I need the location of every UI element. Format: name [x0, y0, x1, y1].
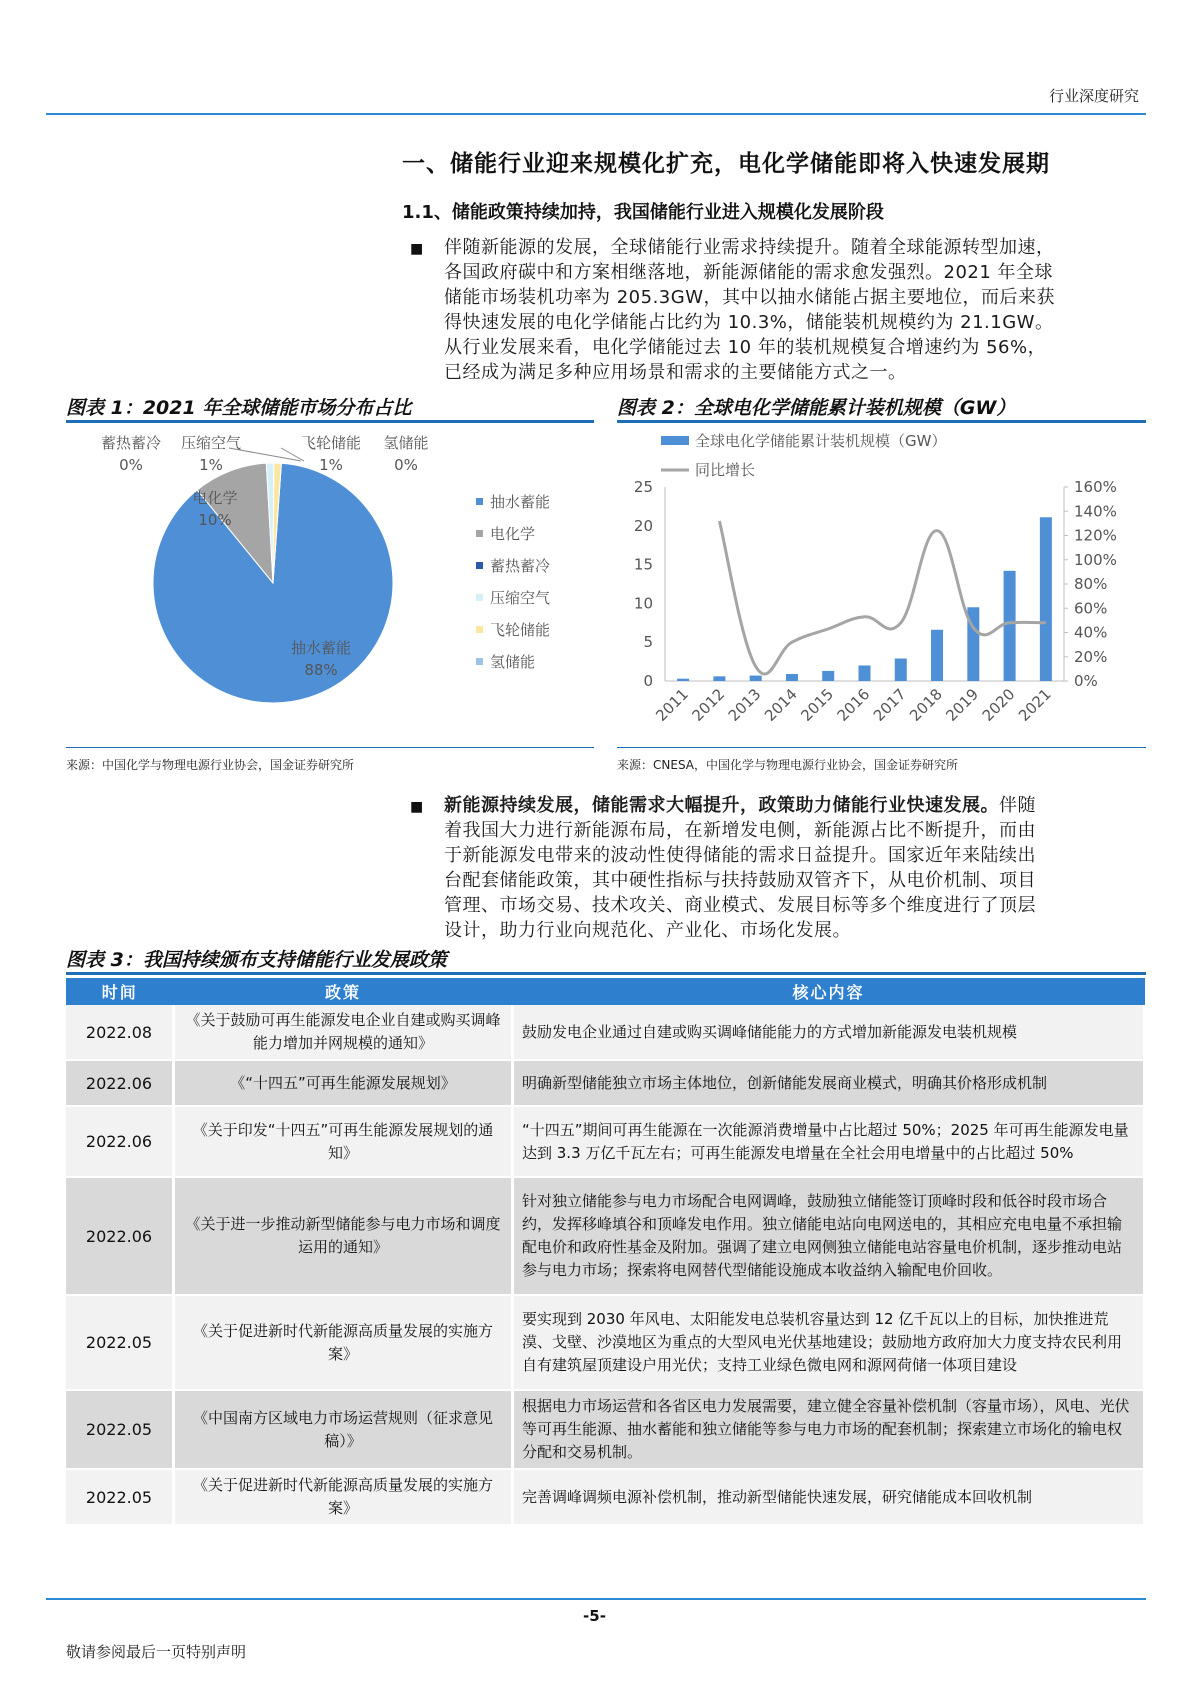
legend-bar-label: 全球电化学储能累计装机规模（GW） [695, 432, 947, 450]
x-tick-label: 2017 [869, 685, 910, 725]
header-label: 行业深度研究 [1048, 87, 1139, 105]
cell-core: 根据电力市场运营和各省区电力发展需要，建立健全容量补偿机制（容量市场），风电、光伏等可再生能源、抽水蓄能和独立储能等参与电力市场的配套机制；探索建立市场化的输电权分配和交易机制。 [513, 1390, 1145, 1469]
legend-swatch-2 [476, 562, 483, 569]
cell-core: 完善调峰调频电源补偿机制，推动新型储能快速发展，研究储能成本回收机制 [513, 1469, 1145, 1525]
growth-line [719, 521, 1045, 674]
bar-2013 [750, 676, 762, 681]
x-tick-label: 2021 [1014, 685, 1055, 725]
pie-chart [66, 424, 594, 744]
header-time: 时间 [66, 978, 174, 1005]
right-tick-label: 140% [1074, 502, 1117, 521]
pie-label-value-2: 0% [119, 456, 143, 474]
left-tick-label: 20 [633, 516, 653, 535]
bar-2020 [1004, 571, 1016, 681]
pie-label-value-5: 0% [394, 456, 418, 474]
right-tick-label: 80% [1074, 575, 1108, 593]
cell-policy: 《中国南方区域电力市场运营规则（征求意见稿）》 [174, 1390, 513, 1469]
left-tick-label: 10 [633, 594, 653, 613]
right-tick-label: 120% [1074, 526, 1117, 545]
x-tick-label: 2019 [942, 685, 983, 725]
bar-2018 [931, 630, 943, 681]
cell-time: 2022.08 [66, 1005, 174, 1060]
pie-label-name-4: 飞轮储能 [300, 434, 362, 452]
table-row [66, 1295, 1145, 1390]
pie-label-name-2: 蓄热蓄冷 [100, 434, 162, 452]
cell-core: 鼓励发电企业通过自建或购买调峰储能能力的方式增加新能源发电装机规模 [513, 1005, 1145, 1060]
bar-2014 [786, 674, 798, 681]
header-divider [46, 113, 1146, 115]
legend-swatch-3 [476, 594, 483, 601]
legend-label-4: 飞轮储能 [490, 621, 551, 639]
cell-core: 针对独立储能参与电力市场配合电网调峰，鼓励独立储能签订顶峰时段和低谷时段市场合约，发挥移峰填谷和顶峰发电作用。独立储能电站向电网送电的，其相应充电电量不承担输配电价和政府性基金及附加。强调了建立电网侧独立储能电站容量电价机制，逐步推动电站参与电力市场；探索将电网替代型储能设施成本收益纳入输配电价回收。 [513, 1177, 1145, 1295]
table-row [66, 1177, 1145, 1295]
table-row [66, 1469, 1145, 1525]
pie-label-name-3: 压缩空气 [180, 434, 242, 452]
pie-label-name-1: 电化学 [192, 489, 238, 507]
x-tick-label: 2014 [761, 685, 801, 725]
legend-swatch-1 [476, 530, 483, 537]
policy-paragraph [444, 793, 1134, 943]
header-core: 核心内容 [513, 978, 1145, 1005]
legend-bar-swatch [661, 436, 689, 445]
page-number: -5- [583, 1607, 606, 1625]
legend-label-0: 抽水蓄能 [490, 493, 551, 511]
right-tick-label: 0% [1074, 672, 1098, 690]
fig3-title: 图表 3：我国持续颁布支持储能行业发展政策 [66, 949, 447, 971]
disclaimer-note: 敬请参阅最后一页特别声明 [66, 1643, 247, 1661]
legend-label-5: 氢储能 [490, 653, 536, 671]
bar-2016 [859, 665, 871, 681]
cell-time: 2022.05 [66, 1469, 174, 1525]
cell-time: 2022.06 [66, 1106, 174, 1177]
policy-paragraph-line: 管理、市场交易、技术攻关、商业模式、发展目标等多个维度进行了顶层 [444, 895, 1036, 916]
intro-paragraph [444, 235, 1134, 385]
bar-2015 [822, 671, 834, 681]
legend-label-2: 蓄热蓄冷 [490, 557, 551, 575]
x-tick-label: 2020 [978, 685, 1019, 725]
pie-label-name-0: 抽水蓄能 [290, 639, 352, 657]
legend-label-1: 电化学 [490, 525, 536, 543]
policy-table [66, 978, 1146, 1526]
cell-policy: 《关于鼓励可再生能源发电企业自建或购买调峰能力增加并网规模的通知》 [174, 1005, 513, 1060]
intro-paragraph-line: 已经成为满足多种应用场景和需求的主要储能方式之一。 [444, 362, 907, 383]
policy-paragraph-line: 台配套储能政策，其中硬性指标与扶持鼓励双管齐下，从电价机制、项目 [444, 870, 1036, 891]
intro-paragraph-line: 各国政府碳中和方案相继落地，新能源储能的需求愈发强烈。2021 年全球 [444, 262, 1054, 283]
legend-swatch-0 [476, 498, 483, 505]
bullet-icon: ■ [410, 799, 424, 815]
footer-divider [46, 1598, 1146, 1600]
right-tick-label: 20% [1074, 647, 1108, 666]
table-row [66, 1106, 1145, 1177]
cell-policy: 《“十四五”可再生能源发展规划》 [174, 1060, 513, 1106]
cell-time: 2022.06 [66, 1060, 174, 1106]
table-row [66, 1060, 1145, 1106]
table-header-row [66, 978, 1145, 1005]
subsection-title: 1.1、储能政策持续加持，我国储能行业进入规模化发展阶段 [402, 202, 884, 223]
policy-paragraph-lead: 新能源持续发展，储能需求大幅提升，政策助力储能行业快速发展。 [444, 795, 999, 816]
fig1-top-rule [66, 420, 594, 423]
table-row [66, 1005, 1145, 1060]
bar-2011 [677, 679, 689, 681]
fig1-bottom-rule [66, 747, 594, 748]
x-tick-label: 2012 [688, 685, 729, 725]
right-tick-label: 60% [1074, 599, 1108, 618]
section-title: 一、储能行业迎来规模化扩充，电化学储能即将入快速发展期 [402, 151, 1050, 177]
left-tick-label: 15 [633, 555, 653, 574]
pie-label-value-0: 88% [304, 661, 338, 679]
right-tick-label: 40% [1074, 623, 1108, 642]
cell-policy: 《关于印发“十四五”可再生能源发展规划的通知》 [174, 1106, 513, 1177]
cell-core: 明确新型储能独立市场主体地位，创新储能发展商业模式，明确其价格形成机制 [513, 1060, 1145, 1106]
pie-label-value-3: 1% [199, 456, 223, 474]
fig2-top-rule [617, 420, 1146, 423]
cell-core: “十四五”期间可再生能源在一次能源消费增量中占比超过 50%；2025 年可再生能源发电量达到 3.3 万亿千瓦左右；可再生能源发电增量在全社会用电增量中的占比超过 50% [513, 1106, 1145, 1177]
pie-leader-line [229, 448, 301, 461]
header-policy: 政策 [174, 978, 513, 1005]
fig1-title: 图表 1：2021 年全球储能市场分布占比 [66, 397, 412, 419]
policy-paragraph-line: 设计，助力行业向规范化、产业化、市场化发展。 [444, 920, 851, 941]
x-tick-label: 2011 [652, 685, 692, 725]
intro-paragraph-line: 从行业发展来看，电化学储能过去 10 年的装机规模复合增速约为 56%， [444, 337, 1047, 358]
policy-paragraph-line: 于新能源发电带来的波动性使得储能的需求日益提升。国家近年来陆续出 [444, 845, 1036, 866]
fig3-top-rule [66, 972, 1146, 975]
fig2-source: 来源：CNESA，中国化学与物理电源行业协会，国金证券研究所 [617, 758, 958, 772]
legend-line-label: 同比增长 [695, 461, 756, 479]
left-tick-label: 0 [643, 672, 653, 690]
cell-policy: 《关于进一步推动新型储能参与电力市场和调度运用的通知》 [174, 1177, 513, 1295]
fig1-source: 来源：中国化学与物理电源行业协会，国金证券研究所 [66, 758, 355, 772]
x-tick-label: 2016 [833, 685, 874, 725]
left-tick-label: 5 [643, 633, 653, 652]
cell-time: 2022.05 [66, 1390, 174, 1469]
intro-paragraph-line: 储能市场装机功率为 205.3GW，其中以抽水储能占据主要地位，而后来获 [444, 287, 1055, 308]
cell-policy: 《关于促进新时代新能源高质量发展的实施方案》 [174, 1469, 513, 1525]
fig2-title: 图表 2：全球电化学储能累计装机规模（GW） [617, 397, 1016, 419]
fig2-bottom-rule [617, 747, 1146, 748]
cell-core: 要实现到 2030 年风电、太阳能发电总装机容量达到 12 亿千瓦以上的目标，加快推进荒漠、戈壁、沙漠地区为重点的大型风电光伏基地建设；鼓励地方政府加大力度支持农民利用自有建筑屋顶建设户用光伏；支持工业绿色微电网和源网荷储一体项目建设 [513, 1295, 1145, 1390]
legend-label-3: 压缩空气 [490, 589, 551, 607]
pie-label-name-5: 氢储能 [383, 434, 429, 452]
intro-paragraph-line: 伴随新能源的发展，全球储能行业需求持续提升。随着全球能源转型加速， [444, 237, 1055, 258]
cell-time: 2022.06 [66, 1177, 174, 1295]
bar-2012 [713, 676, 725, 681]
x-tick-label: 2013 [724, 685, 765, 725]
bar-line-chart [617, 424, 1146, 744]
bullet-icon: ■ [410, 241, 424, 257]
bar-2021 [1040, 517, 1052, 681]
legend-swatch-5 [476, 658, 483, 665]
right-tick-label: 100% [1074, 550, 1117, 569]
cell-policy: 《关于促进新时代新能源高质量发展的实施方案》 [174, 1295, 513, 1390]
x-tick-label: 2015 [797, 685, 838, 725]
policy-paragraph-lead-rest: 伴随 [999, 795, 1036, 816]
policy-paragraph-line: 着我国大力进行新能源布局，在新增发电侧，新能源占比不断提升，而由 [444, 820, 1036, 841]
pie-label-value-4: 1% [319, 456, 343, 474]
pie-label-value-1: 10% [198, 511, 232, 529]
x-tick-label: 2018 [906, 685, 946, 725]
bar-2017 [895, 658, 907, 681]
left-tick-label: 25 [633, 478, 653, 496]
cell-time: 2022.05 [66, 1295, 174, 1390]
right-tick-label: 160% [1074, 478, 1117, 496]
intro-paragraph-line: 得快速发展的电化学储能占比约为 10.3%，储能装机规模约为 21.1GW。 [444, 312, 1054, 333]
legend-swatch-4 [476, 626, 483, 633]
table-row [66, 1390, 1145, 1469]
